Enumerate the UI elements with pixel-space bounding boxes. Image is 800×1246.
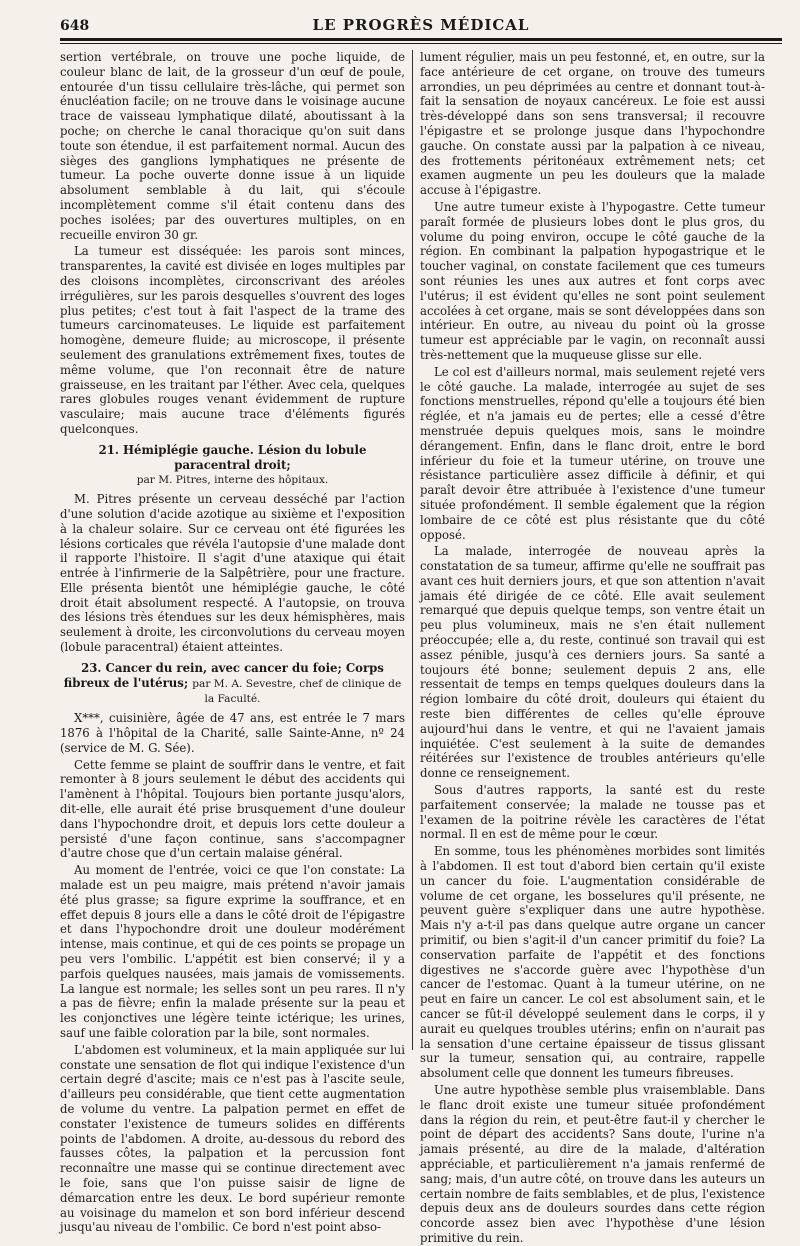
- paragraph: Une autre hypothèse semble plus vraisemblable. Dans le flanc droit existe une tumeur située profondément dans la région du rein, et peut-être faut-il y chercher le point de départ des accidents? Sans doute, l'urine n'a jamais présenté, au dire de la malade, d'altération appréciable, et particulièrement n'a jamais renfermé de sang; mais, d'un autre côté, on trouve dans les auteurs un certain nombre de faits semblables, et de plus, l'existence depuis deux ans de douleurs sourdes dans cette région concorde assez bien avec l'hypothèse d'une lésion primitive du rein.: [420, 1082, 765, 1245]
- section-heading-23: [60, 661, 405, 707]
- paragraph: Au moment de l'entrée, voici ce que l'on constate: La malade est un peu maigre, mais prétend n'avoir jamais été plus grasse; sa figure exprime la souffrance, et en effet depuis 8 jours elle a dans le côté droit de l'épigastre et dans l'hypochondre droit une douleur modérément intense, mais continue, et qui de ces points se propage un peu vers l'ombilic. L'appétit est bien conservé; il y a parfois quelques nausées, mais jamais de vomissements. La langue est normale; les selles sont un peu rares. Il n'y a pas de fièvre; enfin la malade présente sur la peau et les conjonctives une légère teinte ictérique; les urines, sauf une faible coloration par la bile, sont normales.: [60, 863, 405, 1040]
- header-rule-thin: [60, 43, 782, 44]
- journal-title: LE PROGRÈS MÉDICAL: [312, 16, 530, 34]
- paragraph: sertion vertébrale, on trouve une poche liquide, de couleur blanc de lait, de la grosseur d'un œuf de poule, entourée d'un tissu cellulaire très-lâche, qui permet son énucléation facile; on ne trouve dans le voisinage aucune trace de vaisseau lymphatique dilaté, aboutissant à la poche; on cherche le canal thoracique qu'on suit dans toute son étendue, il est parfaitement normal. Aucun des sièges des ganglions lymphatiques ne présente de tumeur. La poche ouverte donne issue à un liquide absolument semblable à du lait, qui s'écoule incomplètement comme s'il était contenu dans des poches isolées; par des ouvertures multiples, on en recueille environ 30 gr.: [60, 50, 405, 242]
- paragraph: En somme, tous les phénomènes morbides sont limités à l'abdomen. Il est tout d'abord bien certain qu'il existe un cancer du foie. L'augmentation considérable de volume de cet organe, les bosselures qu'il présente, ne peuvent guère s'expliquer dans une autre hypothèse. Mais n'y a-t-il pas dans quelque autre organe un cancer primitif, ou bien s'agit-il d'un cancer primitif du foie? La conservation parfaite de l'appétit et des fonctions digestives ne s'accorde guère avec l'hypothèse d'un cancer de l'estomac. Quant à la tumeur utérine, on ne peut en faire un cancer. Le col est absolument sain, et le cancer se fût-il développé seulement dans le corps, il y aurait eu quelques troubles utérins; enfin on n'aurait pas la sensation d'une certaine épaisseur de tissus glissant sur la tumeur, sensation qui, au contraire, rappelle absolument celle que donnent les tumeurs fibreuses.: [420, 844, 765, 1081]
- header-rule-thick: [60, 38, 782, 41]
- paragraph: X***, cuisinière, âgée de 47 ans, est entrée le 7 mars 1876 à l'hôpital de la Charité, salle Sainte-Anne, nº 24 (service de M. G. Sée).: [60, 711, 405, 755]
- paragraph: Le col est d'ailleurs normal, mais seulement rejeté vers le côté gauche. La malade, interrogée au sujet de ses fonctions menstruelles, répond qu'elle a toujours été bien réglée, et n'a jamais eu de pertes; elle a cessé d'être menstruée depuis quelques mois, sans le moindre dérangement. Enfin, dans le flanc droit, entre le bord inférieur du foie et la tumeur utérine, on trouve une résistance particulière assez difficile à définir, et qui paraît devoir être attribuée à l'existence d'une tumeur située profondément. Il semble également que la région lombaire de ce côté est plus résistante que du côté opposé.: [420, 364, 765, 542]
- paragraph: lument régulier, mais un peu festonné, et, en outre, sur la face antérieure de cet organe, on trouve des tumeurs arrondies, un peu déprimées au centre et donnant tout-à-fait la sensation de noyaux cancéreux. Le foie est aussi très-développé dans son sens transversal; il recouvre l'épigastre et se prolonge jusque dans l'hypochondre gauche. On constate aussi par la palpation à ce niveau, des frottements péritonéaux extrêmement nets; cet examen augmente un peu les douleurs que la malade accuse à l'épigastre.: [420, 50, 765, 198]
- paragraph: M. Pitres présente un cerveau desséché par l'action d'une solution d'acide azotique au sixième et l'exposition à la chaleur solaire. Sur ce cerveau ont été figurées les lésions corticales que révéla l'autopsie d'une malade dont il rapporte l'histoire. Il s'agit d'une ataxique qui était entrée à l'infirmerie de la Salpêtrière, pour une fracture. Elle présenta bientôt une hémiplégie gauche, le côté droit était absolument respecté. A l'autopsie, on trouva des lésions très étendues sur les deux hémisphères, mais seulement à droite, les circonvolutions du cerveau moyen (lobule paracentral) étaient atteintes.: [60, 492, 405, 655]
- paragraph: Cette femme se plaint de souffrir dans le ventre, et fait remonter à 8 jours seulement le début des accidents qui l'amènent à l'hôpital. Toujours bien portante jusqu'alors, dit-elle, elle aurait été prise brusquement d'une douleur dans l'hypochondre droit, et depuis lors cette douleur a persisté d'une façon continue, sans s'accompagner d'autre chose que d'un certain malaise général.: [60, 757, 405, 861]
- page-header: [60, 14, 782, 36]
- paragraph: La malade, interrogée de nouveau après la constatation de sa tumeur, affirme qu'elle ne souffrait pas avant ces huit derniers jours, et que son attention n'avait jamais été dirigée de ce côté. Elle avait seulement remarqué que depuis quelque temps, son ventre était un peu plus volumineux, mais ne s'en était nullement préoccupée; elle a, du reste, continué son travail qui est assez pénible, jusqu'à ces derniers jours. Sa santé a toujours été bonne; seulement depuis 2 ans, elle ressentait de temps en temps quelques douleurs dans la région lombaire du côté droit, douleurs qui étaient du reste bien différentes de celles qu'elle éprouve aujourd'hui dans le ventre, et qui ne l'avaient jamais inquiétée. C'est seulement à la suite de demandes réitérées sur l'existence de troubles antérieurs qu'elle donne ce renseignement.: [420, 544, 765, 781]
- section-byline: par M. A. Sevestre, chef de clinique de la Faculté.: [192, 677, 402, 706]
- section-title: 21. Hémiplégie gauche. Lésion du lobule paracentral droit;: [98, 442, 367, 472]
- paragraph: Sous d'autres rapports, la santé est du reste parfaitement conservée; la malade ne tousse pas et l'examen de la poitrine révèle les caractères de l'état normal. Il en est de même pour le cœur.: [420, 783, 765, 842]
- page-number: 648: [60, 18, 90, 34]
- section-title: 23. Cancer du rein, avec cancer du foie; Corps fibreux de l'utérus;: [63, 660, 384, 690]
- section-heading-21: [60, 443, 405, 488]
- paragraph: L'abdomen est volumineux, et la main appliquée sur lui constate une sensation de flot qui indique l'existence d'un certain degré d'ascite; mais ce n'est pas à l'ascite seule, d'ailleurs peu considérable, que tient cette augmentation de volume du ventre. La palpation permet en effet de constater l'existence de tumeurs solides en différents points de l'abdomen. A droite, au-dessous du rebord des fausses côtes, la palpation et la percussion font reconnaître une masse qui se continue directement avec le foie, sans que l'on puisse saisir de ligne de démarcation entre les deux. Le bord supérieur remonte au voisinage du mamelon et son bord inférieur descend jusqu'au niveau de l'ombilic. Ce bord n'est point abso-: [60, 1042, 405, 1235]
- column-separator: [412, 50, 413, 1050]
- paragraph: Une autre tumeur existe à l'hypogastre. Cette tumeur paraît formée de plusieurs lobes dont le plus gros, du volume du poing environ, occupe le côté gauche de la région. En combinant la palpation hypogastrique et le toucher vaginal, on constate facilement que ces tumeurs sont réunies les unes aux autres et font corps avec l'utérus; il est évident qu'elles ne sont point seulement accolées à cet organe, mais se sont développées dans son intérieur. En outre, au niveau du point où la grosse tumeur est appréciable par le vagin, on reconnaît aussi très-nettement que la muqueuse glisse sur elle.: [420, 199, 765, 362]
- paragraph: La tumeur est disséquée: les parois sont minces, transparentes, la cavité est divisée en loges multiples par des cloisons incomplètes, circonscrivant des aréoles irrégulières, sur les parois desquelles s'ouvrent des loges plus petites; c'est tout à fait l'aspect de la trame des tumeurs carcinomateuses. Le liquide est parfaitement homogène, demeure fluide; au microscope, il présente seulement des granulations extrêmement fixes, toutes de même volume, que l'on reconnait être de nature graisseuse, en les traitant par l'éther. Avec cela, quelques rares globules rouges venant évidemment de rupture vasculaire; mais aucune trace d'éléments figurés quelconques.: [60, 244, 405, 436]
- right-column: [420, 50, 765, 1245]
- section-byline: par M. Pitres, interne des hôpitaux.: [136, 474, 329, 487]
- left-column: [60, 50, 405, 1235]
